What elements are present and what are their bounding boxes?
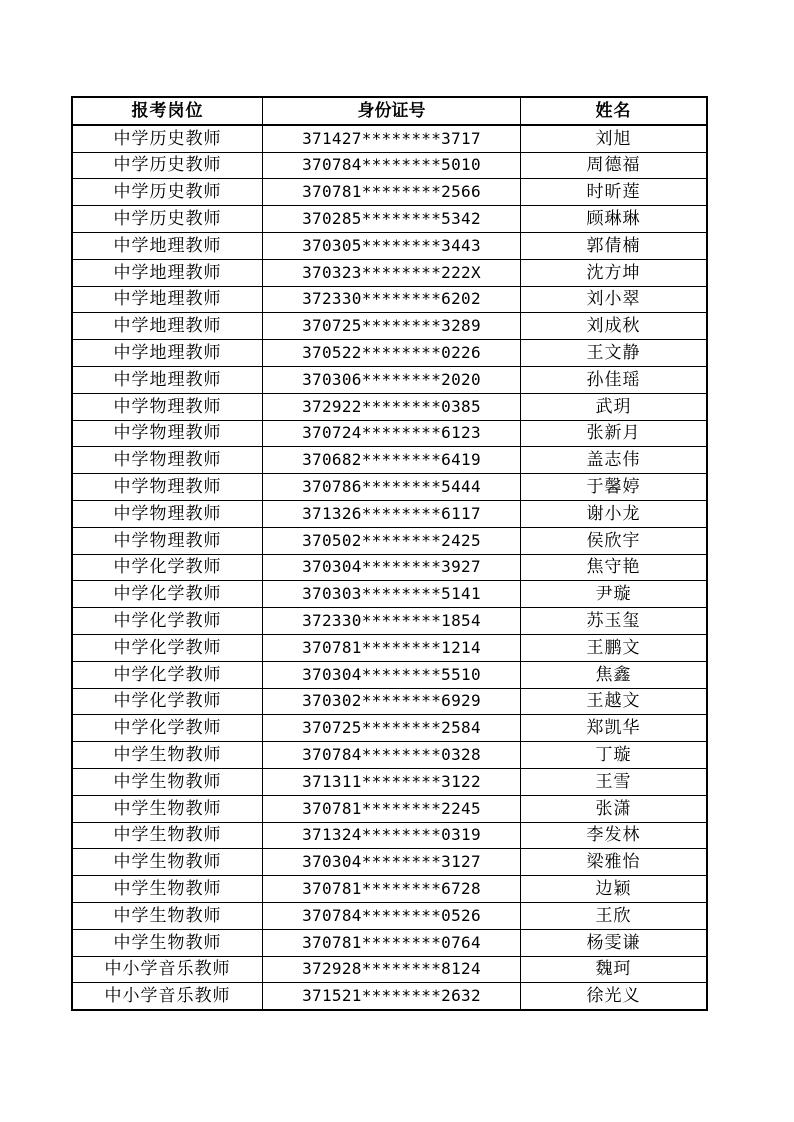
cell-id-number — [263, 366, 521, 393]
table-row — [72, 715, 707, 742]
cell-name: 盖志伟 — [521, 447, 708, 474]
id-number-text: 370725********2584 — [302, 718, 481, 738]
cell-post: 中学化学教师 — [72, 661, 263, 688]
cell-post: 中学生物教师 — [72, 929, 263, 956]
id-number-text: 370304********3927 — [302, 557, 481, 577]
cell-name: 张潇 — [521, 795, 708, 822]
id-number-text: 370323********222X — [302, 262, 481, 282]
cell-post: 中学化学教师 — [72, 634, 263, 661]
cell-name: 王文静 — [521, 340, 708, 367]
cell-post: 中学化学教师 — [72, 581, 263, 608]
id-number-text: 370304********5510 — [302, 664, 481, 684]
table-row — [72, 902, 707, 929]
cell-post: 中学地理教师 — [72, 313, 263, 340]
id-number-text: 370784********5010 — [302, 155, 481, 175]
cell-id-number — [263, 634, 521, 661]
id-number-text: 370781********1214 — [302, 637, 481, 657]
table-row — [72, 661, 707, 688]
cell-name: 丁璇 — [521, 742, 708, 769]
cell-post: 中小学音乐教师 — [72, 956, 263, 983]
table-row — [72, 527, 707, 554]
id-number-text: 370781********6728 — [302, 879, 481, 898]
cell-name: 郑凯华 — [521, 715, 708, 742]
cell-id-number — [263, 179, 521, 206]
cell-post: 中学物理教师 — [72, 474, 263, 501]
cell-name: 顾琳琳 — [521, 206, 708, 233]
id-number-text: 370304********3127 — [302, 852, 481, 872]
id-number-text: 370305********3443 — [302, 235, 481, 255]
cell-id-number — [263, 206, 521, 233]
table-row — [72, 634, 707, 661]
table-row — [72, 876, 707, 903]
cell-post: 中学地理教师 — [72, 259, 263, 286]
cell-post: 中学生物教师 — [72, 876, 263, 903]
id-number-text: 370724********6123 — [302, 423, 481, 443]
cell-post: 中学生物教师 — [72, 795, 263, 822]
id-number-text: 370784********0526 — [302, 905, 481, 925]
id-number-text: 370781********0764 — [302, 932, 481, 952]
table-row — [72, 500, 707, 527]
cell-id-number — [263, 152, 521, 179]
id-number-text: 371324********0319 — [302, 825, 481, 845]
table-row — [72, 179, 707, 206]
cell-name: 郭倩楠 — [521, 232, 708, 259]
cell-post: 中学物理教师 — [72, 393, 263, 420]
cell-post: 中学生物教师 — [72, 768, 263, 795]
cell-name: 武玥 — [521, 393, 708, 420]
cell-name: 杨雯谦 — [521, 929, 708, 956]
cell-id-number — [263, 259, 521, 286]
table-row — [72, 393, 707, 420]
table-row — [72, 152, 707, 179]
cell-name: 苏玉玺 — [521, 608, 708, 635]
id-number-text: 371326********6117 — [302, 503, 481, 523]
cell-id-number — [263, 768, 521, 795]
table-row — [72, 795, 707, 822]
cell-name: 李发林 — [521, 822, 708, 849]
cell-id-number — [263, 340, 521, 367]
cell-id-number — [263, 688, 521, 715]
table-row — [72, 742, 707, 769]
cell-id-number — [263, 286, 521, 313]
id-number-text: 370306********2020 — [302, 369, 481, 389]
cell-id-number — [263, 715, 521, 742]
cell-post: 中学化学教师 — [72, 554, 263, 581]
header-row — [72, 97, 707, 125]
table-row — [72, 366, 707, 393]
cell-name: 刘小翠 — [521, 286, 708, 313]
cell-id-number — [263, 527, 521, 554]
cell-name: 梁雅怡 — [521, 849, 708, 876]
cell-post: 中学地理教师 — [72, 232, 263, 259]
table-row — [72, 232, 707, 259]
cell-post: 中学历史教师 — [72, 206, 263, 233]
cell-id-number — [263, 500, 521, 527]
cell-post: 中学化学教师 — [72, 688, 263, 715]
table-row — [72, 259, 707, 286]
cell-post: 中学历史教师 — [72, 152, 263, 179]
id-number-text: 370781********2245 — [302, 798, 481, 818]
id-number-text: 371521********2632 — [302, 986, 481, 1006]
cell-post: 中学生物教师 — [72, 902, 263, 929]
cell-id-number — [263, 849, 521, 876]
cell-name: 沈方坤 — [521, 259, 708, 286]
table-row — [72, 474, 707, 501]
cell-id-number — [263, 232, 521, 259]
id-number-text: 371427********3717 — [302, 128, 481, 148]
table-row — [72, 340, 707, 367]
candidate-table — [71, 96, 708, 1011]
cell-name: 王欣 — [521, 902, 708, 929]
table-row — [72, 581, 707, 608]
cell-name: 刘旭 — [521, 125, 708, 152]
table-row — [72, 608, 707, 635]
cell-id-number — [263, 876, 521, 903]
id-number-text: 372928********8124 — [302, 959, 481, 979]
cell-id-number — [263, 956, 521, 983]
cell-post: 中学物理教师 — [72, 500, 263, 527]
cell-name: 周德福 — [521, 152, 708, 179]
cell-id-number — [263, 125, 521, 152]
cell-id-number — [263, 554, 521, 581]
header-name: 姓名 — [521, 97, 708, 125]
cell-post: 中学化学教师 — [72, 608, 263, 635]
cell-id-number — [263, 313, 521, 340]
cell-id-number — [263, 661, 521, 688]
table-header — [72, 97, 707, 125]
table-row — [72, 206, 707, 233]
table-row — [72, 768, 707, 795]
cell-post: 中学生物教师 — [72, 822, 263, 849]
table-row — [72, 286, 707, 313]
id-number-text: 370502********2425 — [302, 530, 481, 550]
cell-id-number — [263, 742, 521, 769]
cell-name: 侯欣宇 — [521, 527, 708, 554]
id-number-text: 372330********6202 — [302, 289, 481, 309]
table-row — [72, 125, 707, 152]
cell-name: 尹璇 — [521, 581, 708, 608]
cell-post: 中学地理教师 — [72, 366, 263, 393]
cell-post: 中学地理教师 — [72, 340, 263, 367]
cell-id-number — [263, 474, 521, 501]
id-number-text: 370302********6929 — [302, 691, 481, 711]
table-row — [72, 554, 707, 581]
cell-id-number — [263, 447, 521, 474]
header-id-number: 身份证号 — [263, 97, 521, 125]
cell-name: 边颖 — [521, 876, 708, 903]
id-number-text: 370682********6419 — [302, 450, 481, 470]
id-number-text: 372922********0385 — [302, 396, 481, 416]
cell-name: 于馨婷 — [521, 474, 708, 501]
cell-post: 中学化学教师 — [72, 715, 263, 742]
id-number-text: 372330********1854 — [302, 611, 481, 631]
cell-post: 中学历史教师 — [72, 179, 263, 206]
table-row — [72, 983, 707, 1010]
cell-name: 王越文 — [521, 688, 708, 715]
cell-post: 中学历史教师 — [72, 125, 263, 152]
cell-id-number — [263, 822, 521, 849]
id-number-text: 370285********5342 — [302, 209, 481, 229]
id-number-text: 371311********3122 — [302, 771, 481, 791]
cell-post: 中学物理教师 — [72, 420, 263, 447]
table-row — [72, 420, 707, 447]
cell-name: 焦鑫 — [521, 661, 708, 688]
cell-name: 王雪 — [521, 768, 708, 795]
cell-name: 焦守艳 — [521, 554, 708, 581]
cell-name: 时昕莲 — [521, 179, 708, 206]
table-row — [72, 313, 707, 340]
cell-id-number — [263, 420, 521, 447]
id-number-text: 370522********0226 — [302, 343, 481, 363]
cell-name: 徐光义 — [521, 983, 708, 1010]
id-number-text: 370725********3289 — [302, 316, 481, 336]
cell-id-number — [263, 581, 521, 608]
cell-name: 孙佳瑶 — [521, 366, 708, 393]
table-row — [72, 688, 707, 715]
cell-id-number — [263, 393, 521, 420]
id-number-text: 370303********5141 — [302, 584, 481, 604]
cell-name: 魏珂 — [521, 956, 708, 983]
cell-post: 中学物理教师 — [72, 447, 263, 474]
cell-post: 中学生物教师 — [72, 742, 263, 769]
cell-name: 王鹏文 — [521, 634, 708, 661]
cell-name: 张新月 — [521, 420, 708, 447]
cell-post: 中学生物教师 — [72, 849, 263, 876]
cell-name: 刘成秋 — [521, 313, 708, 340]
cell-post: 中小学音乐教师 — [72, 983, 263, 1010]
table-body — [72, 125, 707, 1010]
table-row — [72, 929, 707, 956]
table-row — [72, 447, 707, 474]
header-post: 报考岗位 — [72, 97, 263, 125]
cell-name: 谢小龙 — [521, 500, 708, 527]
cell-post: 中学地理教师 — [72, 286, 263, 313]
cell-id-number — [263, 608, 521, 635]
cell-id-number — [263, 795, 521, 822]
id-number-text: 370781********2566 — [302, 182, 481, 202]
table-row — [72, 822, 707, 849]
id-number-text: 370786********5444 — [302, 477, 481, 497]
table-row — [72, 849, 707, 876]
cell-id-number — [263, 983, 521, 1010]
table-row — [72, 956, 707, 983]
cell-id-number — [263, 929, 521, 956]
cell-id-number — [263, 902, 521, 929]
id-number-text: 370784********0328 — [302, 745, 481, 765]
cell-post: 中学物理教师 — [72, 527, 263, 554]
